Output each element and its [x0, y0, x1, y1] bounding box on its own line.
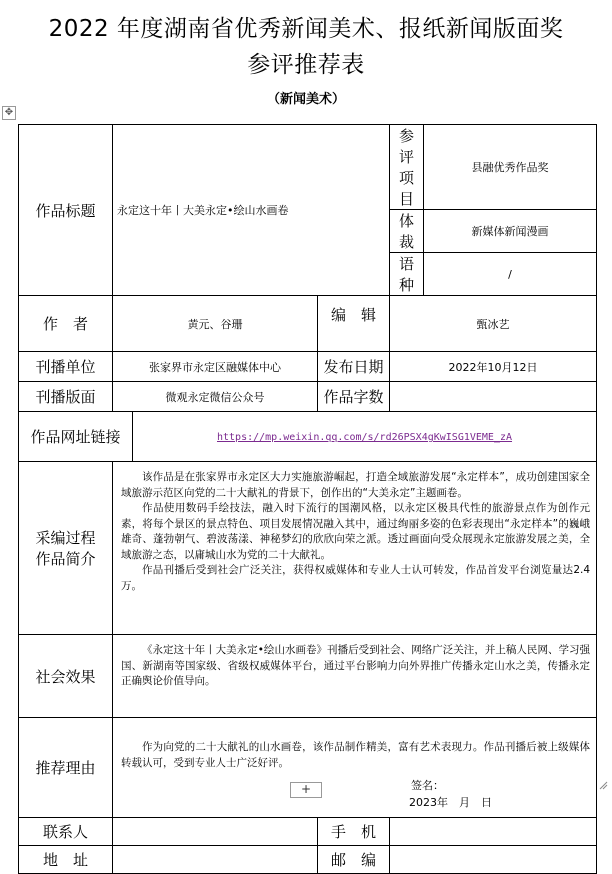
address-value[interactable]	[113, 846, 318, 874]
form-title-line2: 参评推荐表	[247, 52, 365, 78]
award-item-value[interactable]: 县融优秀作品奖	[424, 125, 597, 210]
work-title-label: 作品标题	[19, 125, 113, 296]
table-move-handle-icon[interactable]: ✥	[2, 106, 16, 120]
work-url-link[interactable]: https://mp.weixin.qq.com/s/rd26PSX4gKwISG1VEME_zA	[217, 432, 513, 443]
process-paragraph-1: 该作品是在张家界市永定区大力实施旅游崛起，打造全域旅游发展“永定样本”，成功创建国家全域旅游示范区向党的二十大献礼的背景下，创作出的“大美永定”主题画卷。	[121, 471, 591, 499]
process-label-line2: 作品简介	[35, 550, 96, 568]
social-effect-cell[interactable]	[113, 635, 597, 718]
contact-value[interactable]	[113, 818, 318, 846]
resize-corner-icon[interactable]	[598, 780, 608, 790]
signature-date: 2023年 月 日	[409, 796, 492, 809]
word-count-value[interactable]	[390, 382, 597, 412]
postcode-label: 邮 编	[318, 846, 390, 874]
recommend-reason-cell[interactable]	[113, 718, 597, 818]
process-text-cell[interactable]	[113, 462, 597, 635]
social-effect-label: 社会效果	[19, 635, 113, 718]
signature-label: 签名：	[411, 779, 444, 792]
form-subtitle: （新闻美术）	[266, 92, 345, 107]
genre-value[interactable]: 新媒体新闻漫画	[424, 210, 597, 253]
url-label: 作品网址链接	[19, 412, 133, 462]
publisher-label: 刊播单位	[19, 352, 113, 382]
author-value[interactable]: 黄元、谷珊	[113, 296, 318, 352]
publisher-value[interactable]: 张家界市永定区融媒体中心	[113, 352, 318, 382]
author-label: 作 者	[19, 296, 113, 352]
add-row-button[interactable]: +	[290, 782, 322, 798]
process-label-line1: 采编过程	[35, 529, 96, 547]
form-title-line1: 2022 年度湖南省优秀新闻美术、报纸新闻版面奖	[48, 16, 564, 42]
editor-value[interactable]: 甄冰艺	[390, 296, 597, 352]
genre-label: 体裁	[390, 210, 424, 253]
recommend-reason-label: 推荐理由	[19, 718, 113, 818]
phone-value[interactable]	[390, 818, 597, 846]
work-title-value[interactable]: 永定这十年丨大美永定•绘山水画卷	[113, 125, 390, 296]
award-item-label: 参评项目	[390, 125, 424, 210]
phone-label: 手 机	[318, 818, 390, 846]
publish-date-value[interactable]: 2022年10月12日	[390, 352, 597, 382]
publish-section-label: 刊播版面	[19, 382, 113, 412]
language-value[interactable]: /	[424, 253, 597, 296]
word-count-label: 作品字数	[318, 382, 390, 412]
publish-section-value[interactable]: 微观永定微信公众号	[113, 382, 318, 412]
address-label: 地 址	[19, 846, 113, 874]
process-label	[19, 462, 113, 635]
publish-date-label: 发布日期	[318, 352, 390, 382]
recommend-reason-text: 作为向党的二十大献礼的山水画卷，该作品制作精美，富有艺术表现力。作品刊播后被上级媒体转载认可，受到专业人士广泛好评。	[121, 741, 591, 769]
contact-label: 联系人	[19, 818, 113, 846]
recommendation-form-table	[18, 124, 597, 874]
social-effect-text: 《永定这十年丨大美永定•绘山水画卷》刊播后受到社会、网络广泛关注，并上稿人民网、学习强国、新湖南等国家级、省级权威媒体平台，通过平台影响力向外界推广传播永定山水之美，传播永定正确舆论价值导向。	[121, 644, 591, 687]
editor-label: 编 辑	[318, 296, 390, 352]
language-label: 语种	[390, 253, 424, 296]
process-paragraph-2: 作品使用数码手绘技法，融入时下流行的国潮风格，以永定区极具代性的旅游景点作为创作元素，将每个景区的景点特色、项目发展情况融入其中，通过绚丽多姿的色彩表现出“永定样本”的巍峨雄奇、蓬勃朝气、碧波荡漾、神秘梦幻的欣欣向荣之派。透过画面向受众展现永定旅游发展之美，全域旅游之态，以庸城山水为党的二十大献礼。	[121, 502, 591, 561]
url-value-cell	[133, 412, 597, 462]
postcode-value[interactable]	[390, 846, 597, 874]
process-paragraph-3: 作品刊播后受到社会广泛关注，获得权威媒体和专业人士认可转发，作品首发平台浏览量达2.4万。	[121, 564, 591, 592]
